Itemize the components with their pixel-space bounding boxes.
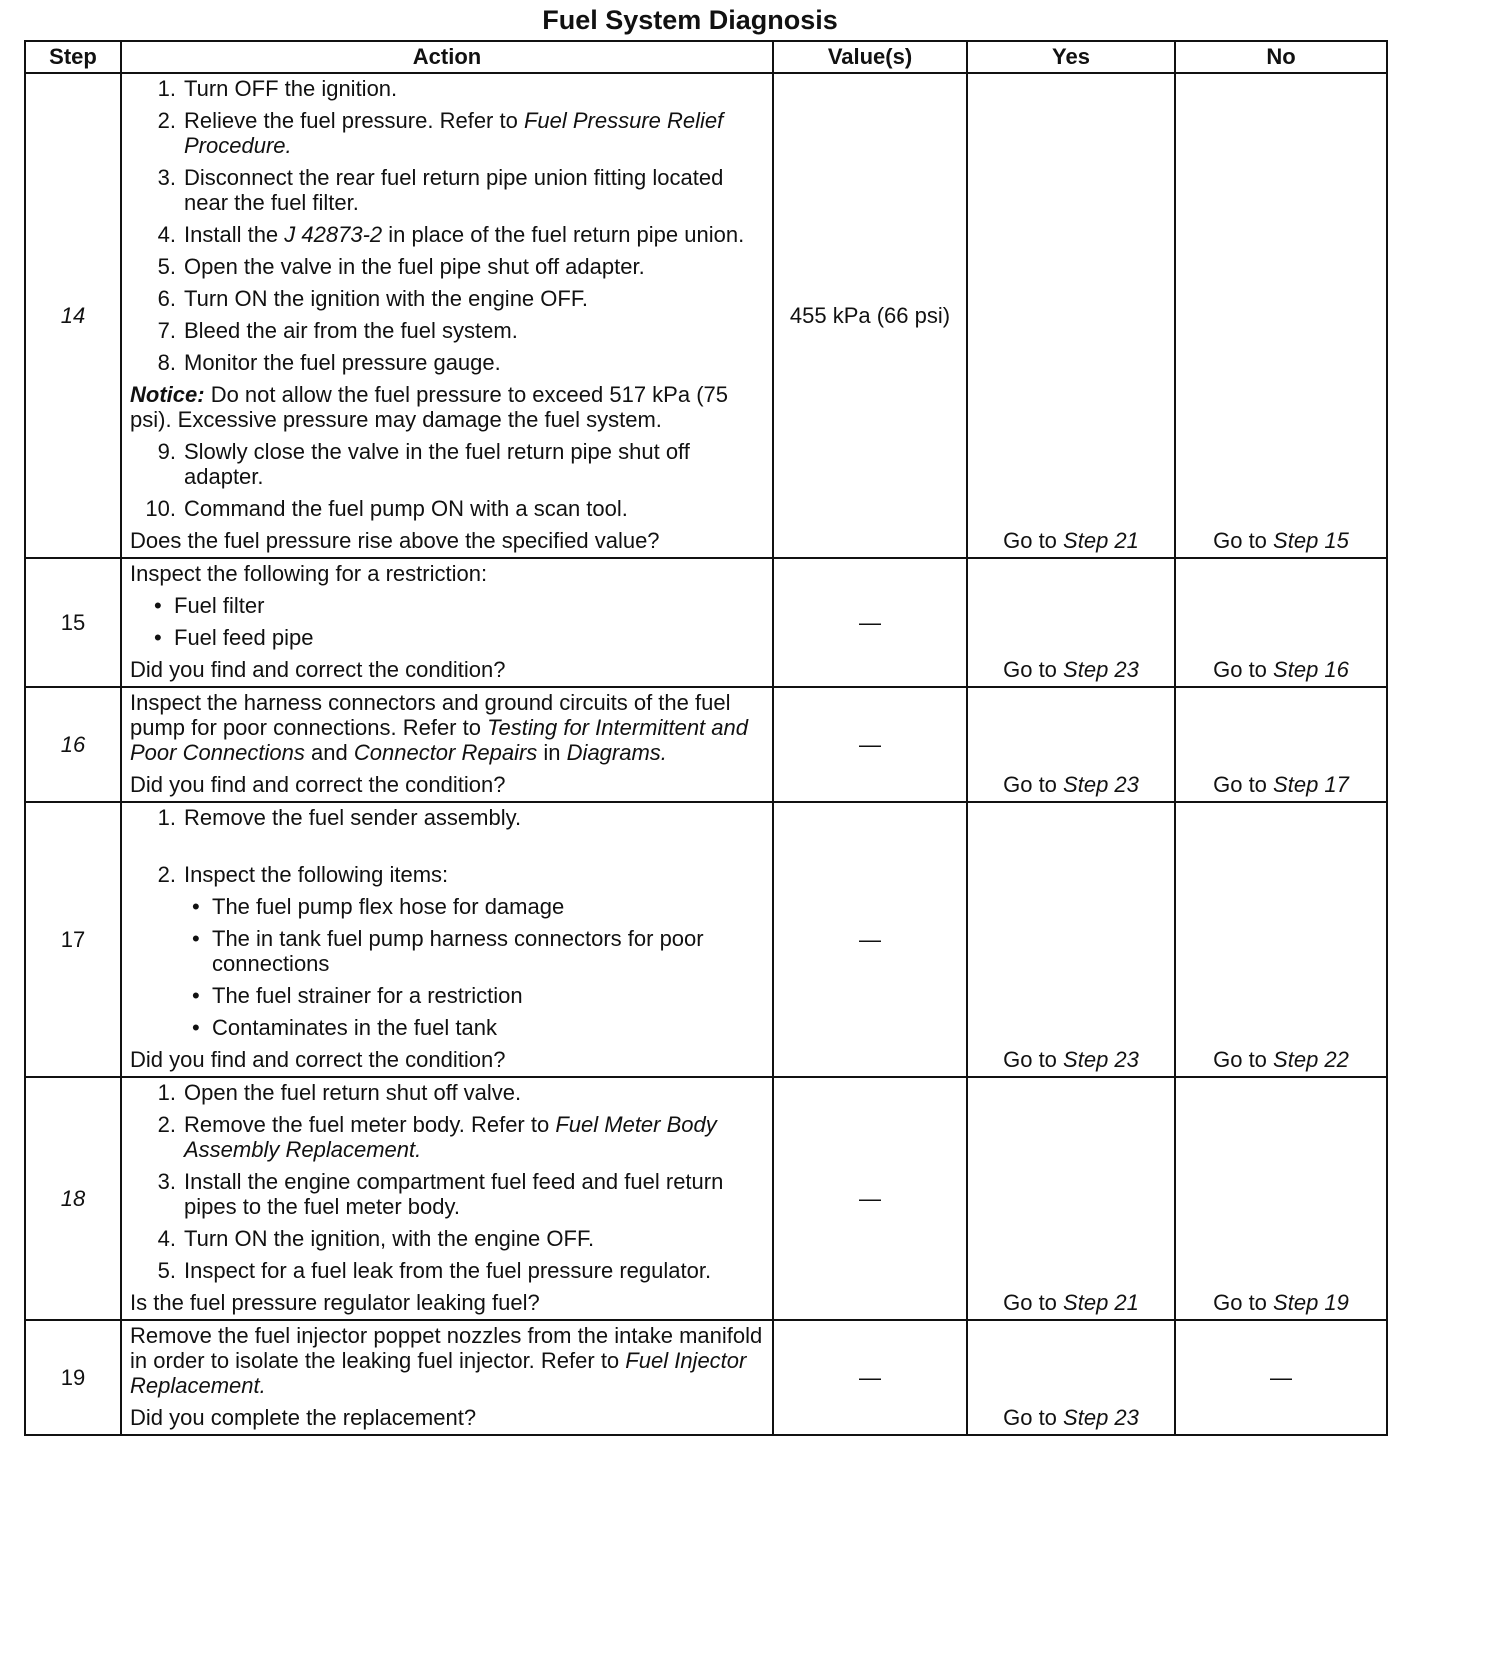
list-item: 1. Open the fuel return shut off valve. bbox=[157, 1080, 522, 1105]
doc-reference: Diagrams. bbox=[566, 740, 667, 765]
yes-cell: Go to Step 23 bbox=[967, 802, 1175, 1077]
list-item: 7. Bleed the air from the fuel system. bbox=[157, 318, 518, 343]
action-cell: Inspect the following for a restriction: • Fuel filter • Fuel feed pipe Did you find and correct the condition? bbox=[121, 558, 773, 687]
doc-reference: Fuel Meter Body Assembly Replacement. bbox=[184, 1112, 717, 1162]
no-cell: Go to Step 17 bbox=[1175, 687, 1387, 802]
step-number: 19 bbox=[25, 1320, 121, 1435]
list-item: 4. Turn ON the ignition, with the engine OFF. bbox=[157, 1226, 595, 1251]
yes-step-link[interactable]: Step 23 bbox=[1063, 1047, 1139, 1072]
list-item: 3. Install the engine compartment fuel feed and fuel return pipes to the fuel meter body. bbox=[157, 1169, 724, 1219]
no-cell: — bbox=[1175, 1320, 1387, 1435]
table-row bbox=[25, 1320, 1387, 1435]
list-item: • The in tank fuel pump harness connectors for poor connections bbox=[192, 926, 704, 976]
header-yes: Yes bbox=[967, 41, 1175, 73]
no-cell: Go to Step 16 bbox=[1175, 558, 1387, 687]
no-step-link[interactable]: Step 16 bbox=[1273, 657, 1349, 682]
action-cell bbox=[121, 1077, 773, 1320]
table-row bbox=[25, 558, 1387, 687]
list-item: 2. Relieve the fuel pressure. Refer to Fuel Pressure Relief Procedure. bbox=[157, 108, 724, 158]
action-cell bbox=[121, 73, 773, 558]
table-row bbox=[25, 73, 1387, 558]
list-item: 5. Inspect for a fuel leak from the fuel pressure regulator. bbox=[157, 1258, 712, 1283]
header-step: Step bbox=[25, 41, 121, 73]
yes-step-link[interactable]: Step 23 bbox=[1063, 1405, 1139, 1430]
list-item: 8. Monitor the fuel pressure gauge. bbox=[157, 350, 501, 375]
list-item: • Fuel filter bbox=[154, 593, 265, 618]
value-cell: — bbox=[773, 687, 967, 802]
no-step-link[interactable]: Step 22 bbox=[1273, 1047, 1349, 1072]
value-cell: 455 kPa (66 psi) bbox=[773, 73, 967, 558]
doc-reference: Testing for Intermittent and Poor Connections bbox=[130, 715, 748, 765]
list-item: 6. Turn ON the ignition with the engine OFF. bbox=[157, 286, 588, 311]
diagnosis-table bbox=[24, 40, 1388, 1436]
doc-reference: Connector Repairs bbox=[353, 740, 538, 765]
notice: Notice: Do not allow the fuel pressure to exceed 517 kPa (75 psi). Excessive pressure may damage the fuel system. bbox=[130, 382, 728, 432]
header-row bbox=[25, 41, 1387, 73]
table-row bbox=[25, 687, 1387, 802]
step-question: Did you find and correct the condition? bbox=[130, 772, 506, 797]
yes-step-link[interactable]: Step 21 bbox=[1063, 528, 1139, 553]
action-cell: Inspect the harness connectors and ground circuits of the fuel pump for poor connections. Refer to Testing for Intermittent and Poor Connections and Connector Repairs in Diagrams. Did you find and correct the condition? bbox=[121, 687, 773, 802]
notice-label: Notice: bbox=[130, 382, 205, 407]
no-cell: Go to Step 22 bbox=[1175, 802, 1387, 1077]
yes-step-link[interactable]: Step 23 bbox=[1063, 657, 1139, 682]
list-item: 2. Inspect the following items: bbox=[157, 862, 449, 887]
table-row bbox=[25, 802, 1387, 1077]
value-cell: — bbox=[773, 802, 967, 1077]
header-values: Value(s) bbox=[773, 41, 967, 73]
yes-cell: Go to Step 23 bbox=[967, 1320, 1175, 1435]
no-cell: Go to Step 19 bbox=[1175, 1077, 1387, 1320]
table-row bbox=[25, 1077, 1387, 1320]
list-item: 4. Install the J 42873-2 in place of the fuel return pipe union. bbox=[157, 222, 745, 247]
doc-reference: Fuel Pressure Relief Procedure. bbox=[184, 108, 724, 158]
no-step-link[interactable]: Step 15 bbox=[1273, 528, 1349, 553]
yes-cell: Go to Step 21 bbox=[967, 73, 1175, 558]
no-step-link[interactable]: Step 19 bbox=[1273, 1290, 1349, 1315]
list-item: 1. Turn OFF the ignition. bbox=[157, 76, 398, 101]
action-cell: Remove the fuel injector poppet nozzles from the intake manifold in order to isolate the leaking fuel injector. Refer to Fuel Injector Replacement. Did you complete the replacement? bbox=[121, 1320, 773, 1435]
step-number: 18 bbox=[25, 1077, 121, 1320]
header-action: Action bbox=[121, 41, 773, 73]
step-question: Is the fuel pressure regulator leaking fuel? bbox=[130, 1290, 540, 1315]
value-cell: — bbox=[773, 1320, 967, 1435]
step-question: Did you find and correct the condition? bbox=[130, 657, 506, 682]
step-number: 17 bbox=[25, 802, 121, 1077]
step-question: Does the fuel pressure rise above the specified value? bbox=[130, 528, 660, 553]
list-item: 5. Open the valve in the fuel pipe shut off adapter. bbox=[157, 254, 645, 279]
list-item: 1. Remove the fuel sender assembly. bbox=[157, 805, 522, 830]
page-title: Fuel System Diagnosis bbox=[542, 5, 838, 35]
list-item: 3. Disconnect the rear fuel return pipe union fitting located near the fuel filter. bbox=[157, 165, 724, 215]
step-number: 14 bbox=[25, 73, 121, 558]
step-number: 15 bbox=[25, 558, 121, 687]
list-item: • The fuel pump flex hose for damage bbox=[192, 894, 565, 919]
no-cell: Go to Step 15 bbox=[1175, 73, 1387, 558]
doc-reference: Fuel Injector Replacement. bbox=[130, 1348, 747, 1398]
step-number: 16 bbox=[25, 687, 121, 802]
action-cell bbox=[121, 802, 773, 1077]
yes-cell: Go to Step 23 bbox=[967, 558, 1175, 687]
list-item: 9. Slowly close the valve in the fuel return pipe shut off adapter. bbox=[157, 439, 690, 489]
value-cell: — bbox=[773, 558, 967, 687]
value-cell: — bbox=[773, 1077, 967, 1320]
yes-step-link[interactable]: Step 23 bbox=[1063, 772, 1139, 797]
yes-cell: Go to Step 23 bbox=[967, 687, 1175, 802]
list-item: • Fuel feed pipe bbox=[154, 625, 314, 650]
step-question: Did you complete the replacement? bbox=[130, 1405, 477, 1430]
yes-step-link[interactable]: Step 21 bbox=[1063, 1290, 1139, 1315]
header-no: No bbox=[1175, 41, 1387, 73]
tool-number: J 42873-2 bbox=[284, 222, 383, 247]
list-item: 2. Remove the fuel meter body. Refer to Fuel Meter Body Assembly Replacement. bbox=[157, 1112, 717, 1162]
yes-cell: Go to Step 21 bbox=[967, 1077, 1175, 1320]
step-question: Did you find and correct the condition? bbox=[130, 1047, 506, 1072]
list-item: 10. Command the fuel pump ON with a scan tool. bbox=[145, 496, 628, 521]
no-step-link[interactable]: Step 17 bbox=[1273, 772, 1349, 797]
list-item: • The fuel strainer for a restriction bbox=[192, 983, 523, 1008]
list-item: • Contaminates in the fuel tank bbox=[192, 1015, 497, 1040]
